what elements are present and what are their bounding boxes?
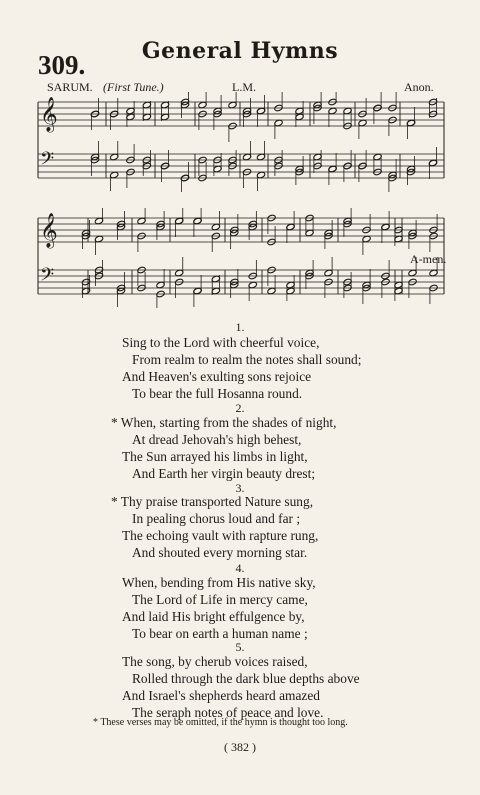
- verse-line: And shouted every morning star.: [132, 545, 308, 560]
- verse-number: 2.: [235, 401, 245, 415]
- tune-author: Anon.: [404, 80, 434, 94]
- verse-line: In pealing chorus loud and far ;: [132, 511, 301, 526]
- section-header: General Hymns: [141, 38, 339, 64]
- verse-line: To bear the full Hosanna round.: [132, 386, 303, 401]
- verse-line: When, bending from His native sky,: [122, 575, 316, 590]
- verse-line: And Earth her virgin beauty drest;: [132, 466, 316, 481]
- verse-line: The echoing vault with rapture rung,: [122, 528, 319, 543]
- verse-line: From realm to realm the notes shall sound;: [132, 352, 362, 367]
- verse-line: The Sun arrayed his limbs in light,: [122, 449, 308, 464]
- verse-line: The song, by cherub voices raised,: [122, 654, 308, 669]
- verse-line: The seraph notes of peace and love.: [132, 705, 324, 720]
- treble-clef-icon: 𝄞: [40, 213, 58, 248]
- verse-number: 1.: [235, 320, 245, 334]
- verse-line: At dread Jehovah's high behest,: [132, 432, 302, 447]
- tune-name: SARUM.: [47, 80, 93, 94]
- hymn-number: 309.: [38, 50, 86, 80]
- verse-line: And Heaven's exulting sons rejoice: [122, 369, 312, 384]
- bass-clef-icon: 𝄢: [40, 265, 55, 290]
- tune-note: (First Tune.): [103, 80, 164, 94]
- page-number: ( 382 ): [224, 740, 256, 754]
- music-system-2: [0, 208, 480, 308]
- metre: L.M.: [232, 80, 256, 94]
- verse-line: The Lord of Life in mercy came,: [132, 592, 308, 607]
- verse-line: And laid His bright effulgence by,: [122, 609, 305, 624]
- treble-clef-icon: 𝄞: [40, 97, 58, 132]
- verse-line: And Israel's shepherds heard amazed: [122, 688, 320, 703]
- music-system-1: [0, 92, 480, 192]
- bass-clef-icon: 𝄢: [40, 149, 55, 174]
- verse-number: 3.: [235, 481, 245, 495]
- verse-line: * When, starting from the shades of night,: [111, 415, 337, 430]
- verse-line: Sing to the Lord with cheerful voice,: [122, 335, 320, 350]
- verse-number: 4.: [235, 561, 245, 575]
- verse-line: To bear on earth a human name ;: [132, 626, 308, 641]
- verse-line: * Thy praise transported Nature sung,: [111, 494, 314, 509]
- verse-line: Rolled through the dark blue depths above: [132, 671, 360, 686]
- footnote: * These verses may be omitted, if the hymn is thought too long.: [93, 717, 348, 728]
- verse-number: 5.: [235, 640, 245, 654]
- amen-label: A-men.: [410, 252, 447, 266]
